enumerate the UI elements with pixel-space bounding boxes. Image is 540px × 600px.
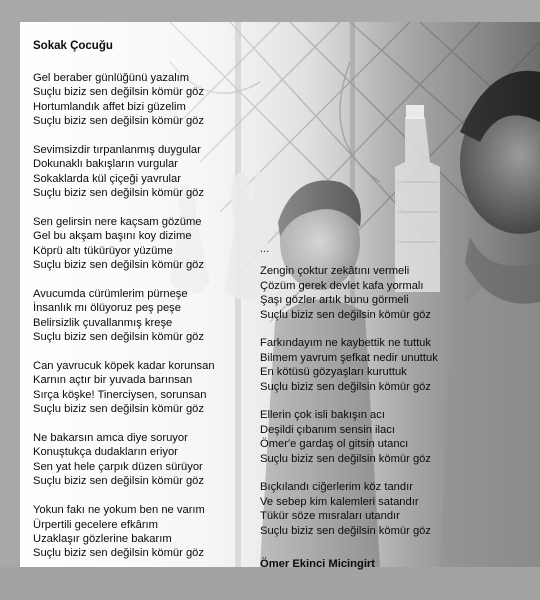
poem-line: İnsanlık mı ölüyoruz peş peşe	[33, 302, 181, 315]
poem-line: Suçlu biziz sen değilsin kömür göz	[33, 403, 205, 416]
poem-line: Sen yat hele çarpık düzen sürüyor	[33, 460, 203, 473]
poem-line: Ömer'e gardaş ol gitsin utancı	[260, 438, 409, 451]
poem-line: Dokunaklı bakışların vurgular	[33, 158, 178, 171]
poem-line: Suçlu biziz sen değilsin kömür göz	[260, 524, 432, 537]
poem-line: Suçlu biziz sen değilsin kömür göz	[33, 86, 205, 99]
stanza	[33, 503, 215, 561]
poem-line: Karnın açtır bir yuvada barınsan	[33, 374, 193, 387]
stanza	[260, 408, 438, 466]
poem-line: Hortumlandık affet bizi güzelim	[33, 100, 186, 113]
poem-line: Sokaklarda kül çiçeği yavrular	[33, 172, 181, 185]
left-frame	[0, 0, 20, 600]
poem-line: Tükür söze mısraları utandır	[260, 510, 400, 523]
poem-line: Suçlu biziz sen değilsin kömür göz	[33, 331, 205, 344]
poem-line: Yokun fakı ne yokum ben ne varım	[33, 504, 205, 517]
poem-line: Köprü altı tükürüyor yüzüme	[33, 244, 173, 257]
poem-line: Belirsizlik çuvallanmış kreşe	[33, 316, 173, 329]
poem-line: Can yavrucuk köpek kadar korunsan	[33, 360, 215, 373]
poem-line: Uzaklaşır gözlerine bakarım	[33, 532, 172, 545]
stanza	[260, 480, 438, 538]
poem-line: Bıçkılandı ciğerlerim köz tandır	[260, 481, 413, 494]
stanza	[33, 215, 215, 273]
stanza	[33, 143, 215, 201]
top-frame	[0, 0, 540, 22]
poem-line: Farkındayım ne kaybettik ne tuttuk	[260, 337, 432, 350]
stanza	[33, 71, 215, 129]
stanza	[33, 359, 215, 417]
poem-line: Suçlu biziz sen değilsin kömür göz	[33, 259, 205, 272]
poem-line: Bilmem yavrum şefkat nedir unuttuk	[260, 351, 438, 364]
poem-line: Ellerin çok isli bakışın acı	[260, 409, 385, 422]
poem-line: Suçlu biziz sen değilsin kömür göz	[33, 187, 205, 200]
poem-line: Avucumda cürümlerim pürneşe	[33, 288, 188, 301]
poem-line: Deşildi çıbanım sensin ilacı	[260, 423, 395, 436]
stanza	[260, 264, 438, 322]
poem-left-column	[33, 71, 215, 575]
author-signature: Ömer Ekinci Micingirt	[260, 558, 376, 570]
poem-line: Sen gelirsin nere kaçsam gözüme	[33, 216, 202, 229]
right-stanzas	[260, 264, 438, 538]
stanza	[260, 336, 438, 394]
poem-line: Suçlu biziz sen değilsin kömür göz	[33, 475, 205, 488]
poem-line: Suçlu biziz sen değilsin kömür göz	[33, 115, 205, 128]
poem-line: Suçlu biziz sen değilsin kömür göz	[260, 452, 432, 465]
poem-line: Gel bu akşam başını koy dizime	[33, 230, 192, 243]
stanza	[33, 431, 215, 489]
poem-line: Suçlu biziz sen değilsin kömür göz	[260, 308, 432, 321]
poem-line: Konuştukça dudakların eriyor	[33, 446, 178, 459]
poem-title: Sokak Çocuğu	[33, 40, 113, 52]
poem-line: En kötüsü gözyaşları kuruttuk	[260, 366, 407, 379]
poem-line: Suçlu biziz sen değilsin kömür göz	[33, 547, 205, 560]
poem-line: Sırça köşke! Tinerciysen, sorunsan	[33, 388, 207, 401]
poem-line: Suçlu biziz sen değilsin kömür göz	[260, 380, 432, 393]
poem-line: Ürpertili gecelere efkârım	[33, 518, 158, 531]
poem-line: Ne bakarsın amca diye soruyor	[33, 432, 188, 445]
poem-line: Zengin çoktur zekâtını vermeli	[260, 265, 410, 278]
ellipsis-marker: ...	[260, 243, 270, 255]
poem-line: Sevimsizdir tırpanlanmış duygular	[33, 144, 201, 157]
poem-line: Ve sebep kim kalemleri satandır	[260, 495, 419, 508]
poem-line: Gel beraber günlüğünü yazalım	[33, 72, 190, 84]
poem-line: Şaşı gözler artık bunu görmeli	[260, 294, 409, 307]
poem-right-column	[260, 242, 438, 552]
poem-line: Çözüm gerek devlet kafa yormalı	[260, 279, 424, 292]
stanza	[33, 287, 215, 345]
